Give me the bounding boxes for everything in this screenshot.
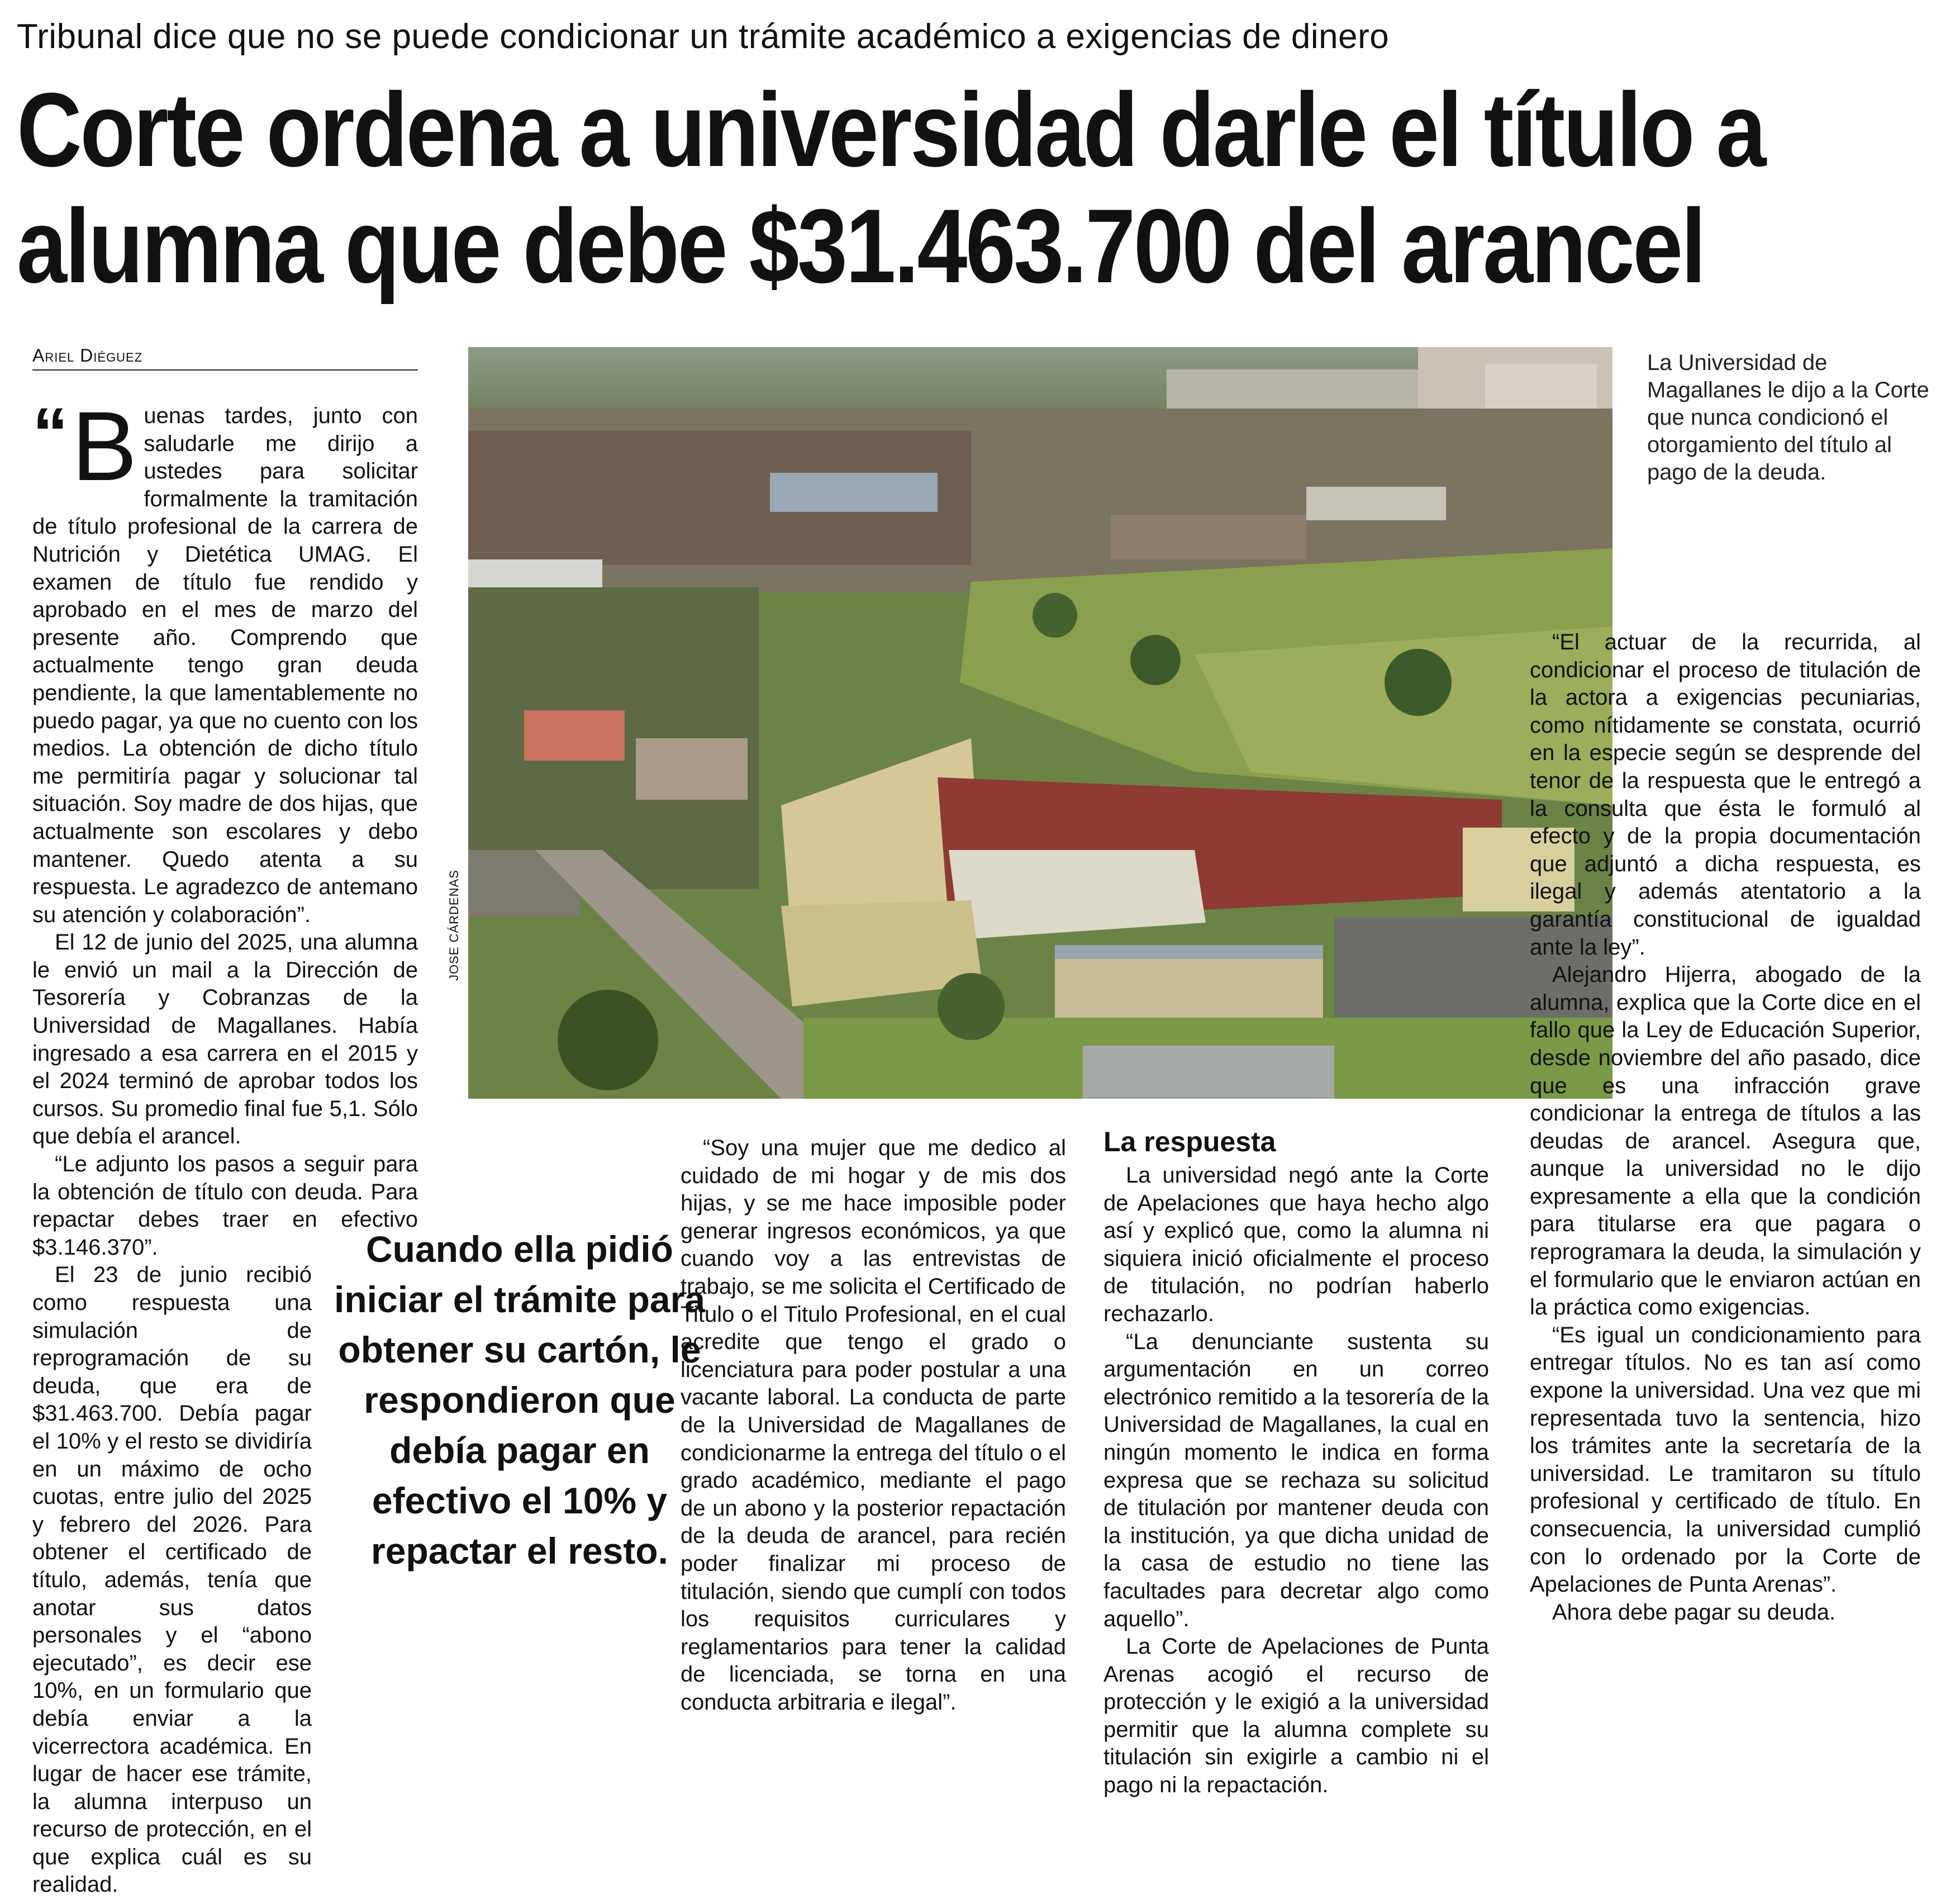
paragraph: El 12 de junio del 2025, una alumna le envió un mail a la Dirección de Tesorería y Cobranzas de la Universidad de Magallanes. Había ingresado a esa carrera en el 2015 y el 2024 terminó de aprobar todos los cursos. Su promedio final fue 5,1. Sólo que debía el arancel. [32, 930, 418, 1149]
paragraph: “La denunciante sustenta su argumentación en un correo electrónico remitido a la tesorería de la Universidad de Magallanes, la cual en ningún momento le indica en forma expresa que se rechaza su solicitud de titulación por mantener deuda con la institución, ya que dicha unidad de la casa de estudio no tiene las facultades para decretar algo como aquello”. [1103, 1329, 1489, 1631]
kicker: Tribunal dice que no se puede condicionar un trámite académico a exigencias de dinero [17, 17, 1390, 56]
paragraph: El 23 de junio recibió como respuesta una simulación de reprogramación de su deuda, que era de $31.463.700. Debía pagar el 10% y el resto se dividiría en un máximo de ocho cuotas, entre julio del 2025 y febrero del 2026. Para obtener el certificado de título, además, tenía que anotar sus datos personales y el “abono ejecutado”, es decir ese 10%, en un formulario que debía enviar a la vicerrectora académica. En lugar de hacer ese trámite, la alumna interpuso un recurso de protección, en el que explica cuál es su realidad. [32, 1262, 312, 1897]
paragraph: “Le adjunto los pasos a seguir para la obtención de título con deuda. Para repactar debes traer en efectivo $3.146.370”. [32, 1152, 418, 1260]
paragraph: Alejandro Hijerra, abogado de la alumna, explica que la Corte dice en el fallo que la Ley de Educación Superior, desde noviembre del año pasado, dice que es una infracción grave condicionar la entrega de títulos a las deudas de arancel. Asegura que, aunque la universidad no le dijo expresamente a ella que la condición para titularse era que pagara o reprogramara la deuda, la simulación y el formulario que le enviaron actúan en la práctica como exigencias. [1530, 962, 1921, 1320]
paragraph: “Soy una mujer que me dedico al cuidado de mi hogar y de mis dos hijas, y se me hace imposible poder generar ingresos económicos, ya que cuando voy a las entrevistas de trabajo, se me solicita el Certificado de Titulo o el Titulo Profesional, en el cual acredite que tengo el grado o licenciatura para poder postular a una vacante laboral. La conducta de parte de la Universidad de Magallanes de condicionarme la entrega del título o el grado académico, mediante el pago de un abono y la posterior repactación de la deuda de arancel, para recién poder finalizar mi proceso de titulación, siendo que cumplí con todos los requisitos curriculares y reglamentarios para tener la calidad de licenciada, se torna en una conducta arbitraria e ilegal”. [681, 1136, 1066, 1715]
headline-line-1: Corte ordena a universidad darle el título a [17, 71, 1764, 188]
paragraph: La universidad negó ante la Corte de Apelaciones que haya hecho algo así y explicó que, como la alumna ni siquiera inició oficialmente el proceso de titulación, no podrían haberlo rechazarlo. [1103, 1163, 1489, 1326]
drop-cap: B [72, 392, 137, 501]
lead-paragraph [32, 392, 418, 929]
paragraph: Ahora debe pagar su deuda. [1552, 1599, 1836, 1625]
photo-caption: La Universidad de Magallanes le dijo a la Corte que nunca condicionó el otorgamiento del título al pago de la deuda. [1647, 350, 1929, 485]
opening-quote: “ [32, 393, 68, 473]
column-4 [1530, 629, 1921, 1626]
paragraph: “El actuar de la recurrida, al condicionar el proceso de titulación de la actora a exigencias pecuniarias, como nítidamente se constata, ocurrió en la especie según se desprende del tenor de la respuesta que le entregó a la consulta que ésta le formuló al efecto y de la propia documentación que adjuntó a dicha respuesta, es ilegal y además atentatorio a la garantía constitucional de igualdad ante la ley”. [1530, 630, 1921, 960]
lead-paragraph-text: uenas tardes, junto con saludarle me dirijo a ustedes para solicitar formalmente la tramitación de título profesional de la carrera de Nutrición y Dietética UMAG. El examen de título fue rendido y aprobado en el mes de marzo del presente año. Comprendo que actualmente tengo gran deuda pendiente, la que lamentablemente no puedo pagar, ya que no cuento con los medios. La obtención de dicho título me permitiría pagar y solucionar tal situación. Soy madre de dos hijas, que actualmente son escolares y debo mantener. Quedo atenta a su respuesta. Le agradezco de antemano su atención y colaboración”. [32, 403, 418, 927]
paragraph: “Es igual un condicionamiento para entregar títulos. No es tan así como expone la universidad. Una vez que mi representada tuvo la sentencia, hizo los trámites ante la secretaría de la universidad. Le tramitaron su título profesional y certificado de título. En consecuencia, la universidad cumplió con lo ordenado por la Corte de Apelaciones de Punta Arenas”. [1530, 1322, 1921, 1597]
byline: Ariel Diéguez [32, 345, 418, 371]
column-1 [32, 392, 418, 1899]
headline [17, 71, 1764, 305]
photo-credit: JOSE CÁRDENAS [447, 870, 461, 981]
section-subhead: La respuesta [1103, 1126, 1276, 1157]
pull-quote: Cuando ella pidió iniciar el trámite para obtener su cartón, le respondieron que debía pagar en efectivo el 10% y repactar el resto. [334, 1228, 705, 1572]
column-2 [681, 1134, 1066, 1716]
paragraph: La Corte de Apelaciones de Punta Arenas acogió el recurso de protección y le exigió a la universidad permitir que la alumna complete su titulación sin exigirle a cambio ni el pago ni la repactación. [1103, 1634, 1489, 1798]
column-3 [1103, 1126, 1489, 1800]
campus-photo [468, 347, 1612, 1099]
headline-line-2: alumna que debe $31.463.700 del arancel [17, 187, 1705, 305]
